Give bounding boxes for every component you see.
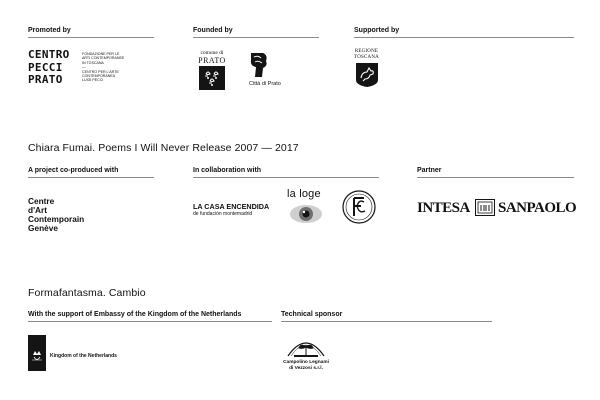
pecci-small-line: IN TOSCANA <box>82 60 104 65</box>
la-loge-name: la loge <box>287 188 321 200</box>
pecci-small-line: FONDAZIONE PER LE <box>82 52 120 56</box>
campolino-text <box>277 360 335 371</box>
regione-text: REGIONE <box>354 49 379 54</box>
campolino-line-2: di Vezzosi s.r.l. <box>289 365 323 371</box>
netherlands-crest-icon <box>28 335 46 371</box>
technical-sponsor-rule <box>281 321 492 322</box>
founded-by-label: Founded by <box>193 27 233 34</box>
centro-pecci-logo <box>28 49 70 87</box>
centre-art-line-2: d'Art <box>28 205 48 215</box>
pecci-small-line: CENTRO PER L'ARTE <box>82 69 119 74</box>
prato-text: PRATO <box>198 56 226 65</box>
toscana-pegasus-icon <box>355 62 379 88</box>
pecci-small-line: ARTI CONTEMPORANEE <box>82 56 125 61</box>
coproduced-label: A project co-produced with <box>28 167 119 174</box>
comune-prato-logo <box>195 50 229 90</box>
pecci-logo-line-2: PECCI <box>28 60 63 74</box>
partner-label: Partner <box>417 167 442 174</box>
citta-prato-emblem-icon <box>249 52 269 78</box>
toscana-text: TOSCANA <box>354 54 379 60</box>
support-label: With the support of Embassy of the Kingdom of the Netherlands <box>28 311 242 318</box>
supported-by-label: Supported by <box>354 27 400 34</box>
casa-encendida-name: LA CASA ENCENDIDA <box>193 202 270 211</box>
intesa-text: INTESA <box>417 200 470 216</box>
campolino-emblem-icon <box>286 336 326 360</box>
casa-encendida-sub: de fundación montemadrid <box>193 211 253 217</box>
collaboration-rule <box>193 177 379 178</box>
citta-prato-label: Città di Prato <box>249 81 281 87</box>
pecci-small-line: CONTEMPORANEA <box>82 74 116 79</box>
centre-art-geneve-logo <box>28 197 84 233</box>
campolino-line-1: Campolino Legnami <box>283 360 329 365</box>
pecci-small-line: — <box>82 65 86 70</box>
technical-sponsor-label: Technical sponsor <box>281 311 343 318</box>
exhibition-2-title: Formafantasma. Cambio <box>28 287 146 299</box>
partner-rule <box>417 177 574 178</box>
comune-di-text: comune di <box>200 50 224 56</box>
centre-art-line-1: Centre <box>28 196 55 206</box>
support-rule <box>28 321 272 322</box>
pecci-small-line: LUIGI PECCI <box>82 78 104 83</box>
casa-encendida-logo <box>193 203 269 217</box>
regione-toscana-logo <box>354 49 379 88</box>
eye-icon <box>289 204 323 224</box>
promoted-by-label: Promoted by <box>28 27 71 34</box>
centre-art-line-4: Genève <box>28 223 58 233</box>
supported-by-rule <box>354 37 574 38</box>
centre-art-line-3: Contemporain <box>28 214 85 224</box>
prato-shield-icon <box>199 66 225 90</box>
pecci-logo-line-3: PRATO <box>28 73 63 86</box>
collaboration-label: In collaboration with <box>193 167 262 174</box>
founded-by-rule <box>193 37 319 38</box>
intesa-emblem-icon <box>475 199 495 216</box>
monogram-emblem-icon <box>342 190 376 224</box>
netherlands-name: Kingdom of the Netherlands <box>50 353 117 359</box>
pecci-logo-line-1: CENTRO <box>28 48 70 61</box>
exhibition-1-title: Chiara Fumai. Poems I Will Never Release 2007 — 2017 <box>28 142 299 154</box>
coproduced-rule <box>28 177 154 178</box>
pecci-small-text <box>82 52 124 83</box>
sanpaolo-text: SANPAOLO <box>498 200 577 216</box>
promoted-by-rule <box>28 37 154 38</box>
